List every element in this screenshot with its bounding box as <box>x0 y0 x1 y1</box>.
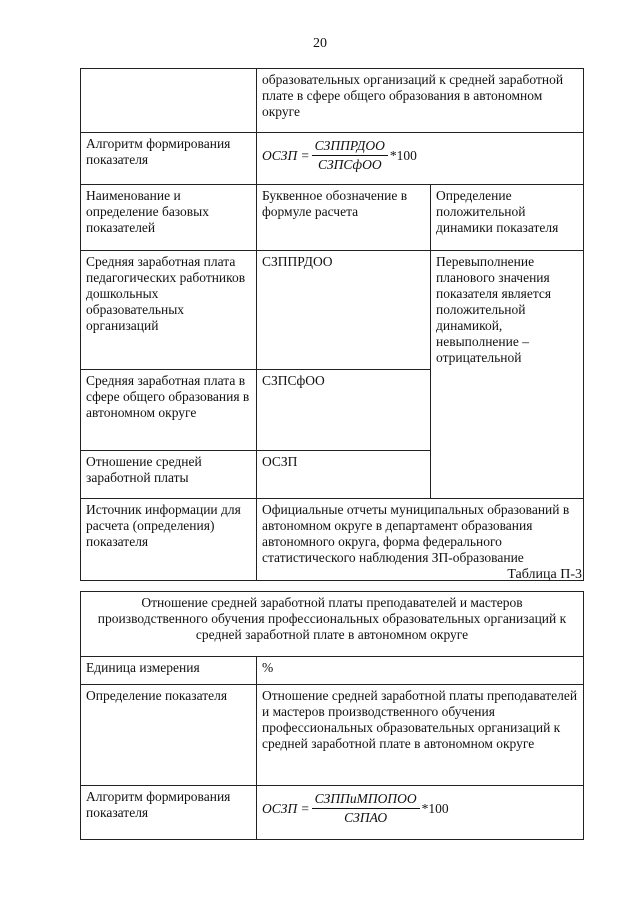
formula-cell <box>257 133 584 185</box>
base-indicator-code: СЗППРДОО <box>257 251 431 370</box>
table-row <box>81 685 584 786</box>
dynamics-cell-continued <box>431 369 584 450</box>
formula-numerator: СЗППРДОО <box>312 138 388 156</box>
definition-label: Определение показателя <box>81 685 257 786</box>
table-row <box>81 133 584 185</box>
table-row <box>81 369 584 450</box>
formula-multiplier: *100 <box>421 800 449 816</box>
header-letter: Буквенное обозначение в формуле расчета <box>257 185 431 251</box>
base-indicator-name: Отношение средней заработной платы <box>81 450 257 498</box>
formula <box>262 136 578 173</box>
base-indicator-name: Средняя заработная плата педагогических работников дошкольных образовательных организаций <box>81 251 257 370</box>
table-row <box>81 657 584 685</box>
table-row <box>81 450 584 498</box>
table-row <box>81 69 584 133</box>
formula-denominator: СЗПАО <box>344 810 388 825</box>
table-row <box>81 786 584 840</box>
dynamics-cell-continued <box>431 450 584 498</box>
formula-denominator: СЗПСфОО <box>317 157 382 172</box>
base-indicator-code: СЗПСфОО <box>257 369 431 450</box>
source-text: Официальные отчеты муниципальных образований в автономном округе в департамент образования автономного округа, форма федерального статистического наблюдения ЗП-образование <box>257 498 584 580</box>
indicator-table-p3 <box>80 591 584 840</box>
algorithm-label: Алгоритм формирования показателя <box>81 133 257 185</box>
table-title: Отношение средней заработной платы преподавателей и мастеров производственного обучения профессиональных образовательных организаций к средней заработной плате в автономном округе <box>81 592 584 657</box>
header-name: Наименование и определение базовых показателей <box>81 185 257 251</box>
formula-cell <box>257 786 584 840</box>
table-row <box>81 251 584 370</box>
dynamics-text: Перевыполнение планового значения показателя является положительной динамикой, невыполнение – отрицательной <box>431 251 584 370</box>
formula-lhs: ОСЗП = <box>262 800 310 816</box>
table-title-row <box>81 592 584 657</box>
base-indicator-name: Средняя заработная плата в сфере общего образования в автономном округе <box>81 369 257 450</box>
definition-text: Отношение средней заработной платы преподавателей и мастеров производственного обучения профессиональных образовательных организаций к средней заработной плате в автономном округе <box>257 685 584 786</box>
algorithm-label: Алгоритм формирования показателя <box>81 786 257 840</box>
formula-lhs: ОСЗП = <box>262 147 310 163</box>
source-label: Источник информации для расчета (определения) показателя <box>81 498 257 580</box>
formula-numerator: СЗППиМПОПОО <box>312 791 420 809</box>
formula-fraction <box>312 791 420 826</box>
base-indicator-code: ОСЗП <box>257 450 431 498</box>
formula <box>262 789 578 826</box>
page-number: 20 <box>313 36 327 51</box>
table-header-row <box>81 185 584 251</box>
table-caption: Таблица П-3 <box>507 567 582 582</box>
indicator-table-continued <box>80 68 584 581</box>
empty-cell <box>81 69 257 133</box>
header-dynamics: Определение положительной динамики показателя <box>431 185 584 251</box>
formula-multiplier: *100 <box>389 147 417 163</box>
formula-fraction <box>312 138 388 173</box>
intro-text: образовательных организаций к средней заработной плате в сфере общего образования в автономном округе <box>257 69 584 133</box>
unit-value: % <box>257 657 584 685</box>
unit-label: Единица измерения <box>81 657 257 685</box>
